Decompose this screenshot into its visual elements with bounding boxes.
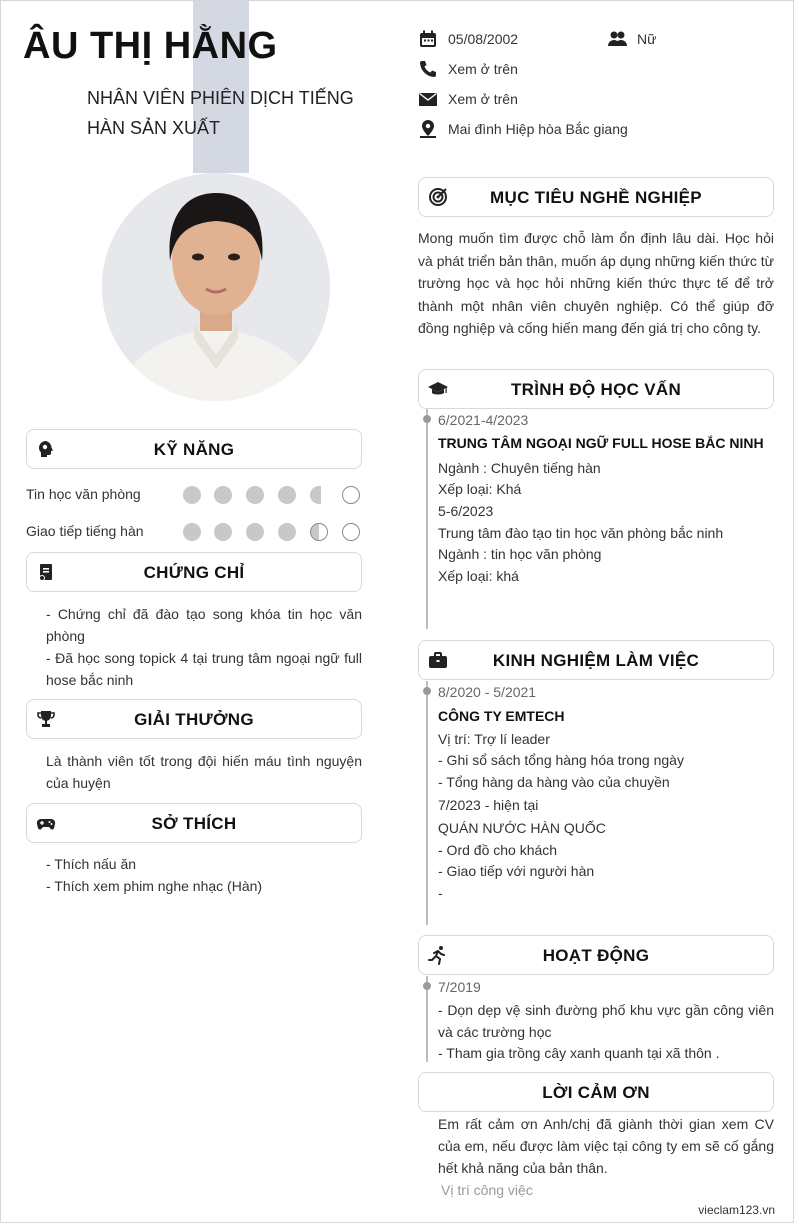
education-detail: Xếp loại: Khá xyxy=(438,481,522,497)
experience-timeline xyxy=(426,681,428,925)
skill-dot xyxy=(246,486,264,504)
objective-section-header xyxy=(418,177,774,217)
skill-row xyxy=(26,521,362,543)
certificate-item: - Đã học song topick 4 tại trung tâm ngoại ngữ full hose bắc ninh xyxy=(46,650,362,688)
objective-text: Mong muốn tìm được chỗ làm ổn định lâu dài. Học hỏi và phát triển bản thân, muốn áp dụng những kiến thức từ trường học và học hỏi những kiến thức thực tế để trở thành một nhân viên chuyên nghiệp. Có thể giúp đỡ đồng nghiệp và cống hiến mang đến giá trị cho công ty. xyxy=(418,230,774,336)
skills-title: KỸ NĂNG xyxy=(153,440,235,459)
activity-item: - Dọn dẹp vệ sinh đường phố khu vực gần công viên và các trường học xyxy=(438,1002,774,1040)
certificates-section-header xyxy=(26,552,362,592)
phone-info xyxy=(418,59,618,81)
education-title: TRÌNH ĐỘ HỌC VẤN xyxy=(510,380,682,399)
thanks-title: LỜI CẢM ƠN xyxy=(542,1083,650,1102)
certificates-title: CHỨNG CHỈ xyxy=(143,563,245,582)
experience-detail: - Giao tiếp với người hàn xyxy=(438,863,595,879)
hobbies-section-header xyxy=(26,803,362,843)
birthday-text: 05/08/2002 xyxy=(448,31,519,47)
activities-title: HOẠT ĐỘNG xyxy=(542,946,650,965)
skill-dot xyxy=(183,523,201,541)
education-detail: Xếp loại: khá xyxy=(438,568,519,584)
address-text: Mai đình Hiệp hòa Bắc giang xyxy=(448,121,628,137)
hobbies-title: SỞ THÍCH xyxy=(151,814,237,833)
email-info xyxy=(418,89,618,111)
certificate-item: - Chứng chỉ đã đào tạo song khóa tin học văn phòng xyxy=(46,606,362,644)
gender-text: Nữ xyxy=(637,31,657,47)
users-icon xyxy=(607,29,627,49)
education-date: 6/2021-4/2023 xyxy=(438,412,529,428)
calendar-icon xyxy=(418,29,438,49)
position-placeholder[interactable]: Vị trí công việc xyxy=(441,1182,533,1198)
candidate-name: ÂU THỊ HẰNG xyxy=(23,25,278,67)
footer-brand: vieclam123.vn xyxy=(698,1203,775,1217)
skill-name: Tin học văn phòng xyxy=(26,486,141,502)
experience-detail: - xyxy=(438,885,443,901)
skill-dot xyxy=(214,523,232,541)
experience-title: KINH NGHIỆM LÀM VIỆC xyxy=(492,651,700,670)
education-detail: Ngành : tin học văn phòng xyxy=(438,546,602,562)
experience-date: 7/2023 - hiện tại xyxy=(438,797,539,813)
phone-text: Xem ở trên xyxy=(448,61,518,77)
education-timeline xyxy=(426,409,428,629)
skill-dot xyxy=(183,486,201,504)
education-school: TRUNG TÂM NGOẠI NGỮ FULL HOSE BẮC NINH xyxy=(438,435,764,451)
experience-section-header xyxy=(418,640,774,680)
skill-name: Giao tiếp tiếng hàn xyxy=(26,523,144,539)
envelope-icon xyxy=(418,89,438,109)
experience-detail: Vị trí: Trợ lí leader xyxy=(438,731,550,747)
address-info xyxy=(418,119,718,141)
skill-dot xyxy=(342,486,360,504)
skill-dot xyxy=(246,523,264,541)
timeline-dot xyxy=(423,982,431,990)
hobby-item: - Thích xem phim nghe nhạc (Hàn) xyxy=(46,878,263,894)
experience-date: 8/2020 - 5/2021 xyxy=(438,684,537,700)
skill-row xyxy=(26,484,362,506)
skills-section-header xyxy=(26,429,362,469)
education-date: 5-6/2023 xyxy=(438,503,494,519)
timeline-dot xyxy=(423,415,431,423)
experience-company: CÔNG TY EMTECH xyxy=(438,708,565,724)
skill-dot xyxy=(278,523,296,541)
skill-dot xyxy=(214,486,232,504)
activity-item: - Tham gia trồng cây xanh quanh tại xã thôn . xyxy=(438,1045,720,1061)
gender-info xyxy=(607,29,727,51)
skill-dot xyxy=(310,523,328,541)
awards-text: Là thành viên tốt trong đội hiến máu tình nguyện của huyện xyxy=(46,753,362,791)
education-detail: Ngành : Chuyên tiếng hàn xyxy=(438,460,601,476)
experience-company: QUÁN NƯỚC HÀN QUỐC xyxy=(438,820,606,836)
awards-section-header xyxy=(26,699,362,739)
map-pin-icon xyxy=(418,119,438,139)
job-title: NHÂN VIÊN PHIÊN DỊCH TIẾNG HÀN SẢN XUẤT xyxy=(87,88,354,138)
skill-dot xyxy=(342,523,360,541)
activities-section-header xyxy=(418,935,774,975)
thanks-section-header xyxy=(418,1072,774,1112)
experience-detail: - Tổng hàng da hàng vào của chuyền xyxy=(438,774,670,790)
education-school: Trung tâm đào tạo tin học văn phòng bắc ninh xyxy=(438,525,724,541)
phone-icon xyxy=(418,59,438,79)
objective-title: MỤC TIÊU NGHỀ NGHIỆP xyxy=(490,188,702,207)
skill-dot xyxy=(278,486,296,504)
timeline-dot xyxy=(423,687,431,695)
skill-dot xyxy=(310,486,328,504)
hobby-item: - Thích nấu ăn xyxy=(46,856,137,872)
activity-date: 7/2019 xyxy=(438,979,481,995)
thanks-text: Em rất cảm ơn Anh/chị đã giành thời gian xem CV của em, nếu được làm việc tại công ty em sẽ cố gắng hết khả năng của bản thân. xyxy=(438,1116,774,1176)
profile-photo xyxy=(102,173,330,401)
experience-detail: - Ghi sổ sách tổng hàng hóa trong ngày xyxy=(438,752,684,768)
experience-detail: - Ord đồ cho khách xyxy=(438,842,558,858)
birthday-info xyxy=(418,29,588,51)
awards-title: GIẢI THƯỞNG xyxy=(134,710,254,729)
education-section-header xyxy=(418,369,774,409)
email-text: Xem ở trên xyxy=(448,91,518,107)
